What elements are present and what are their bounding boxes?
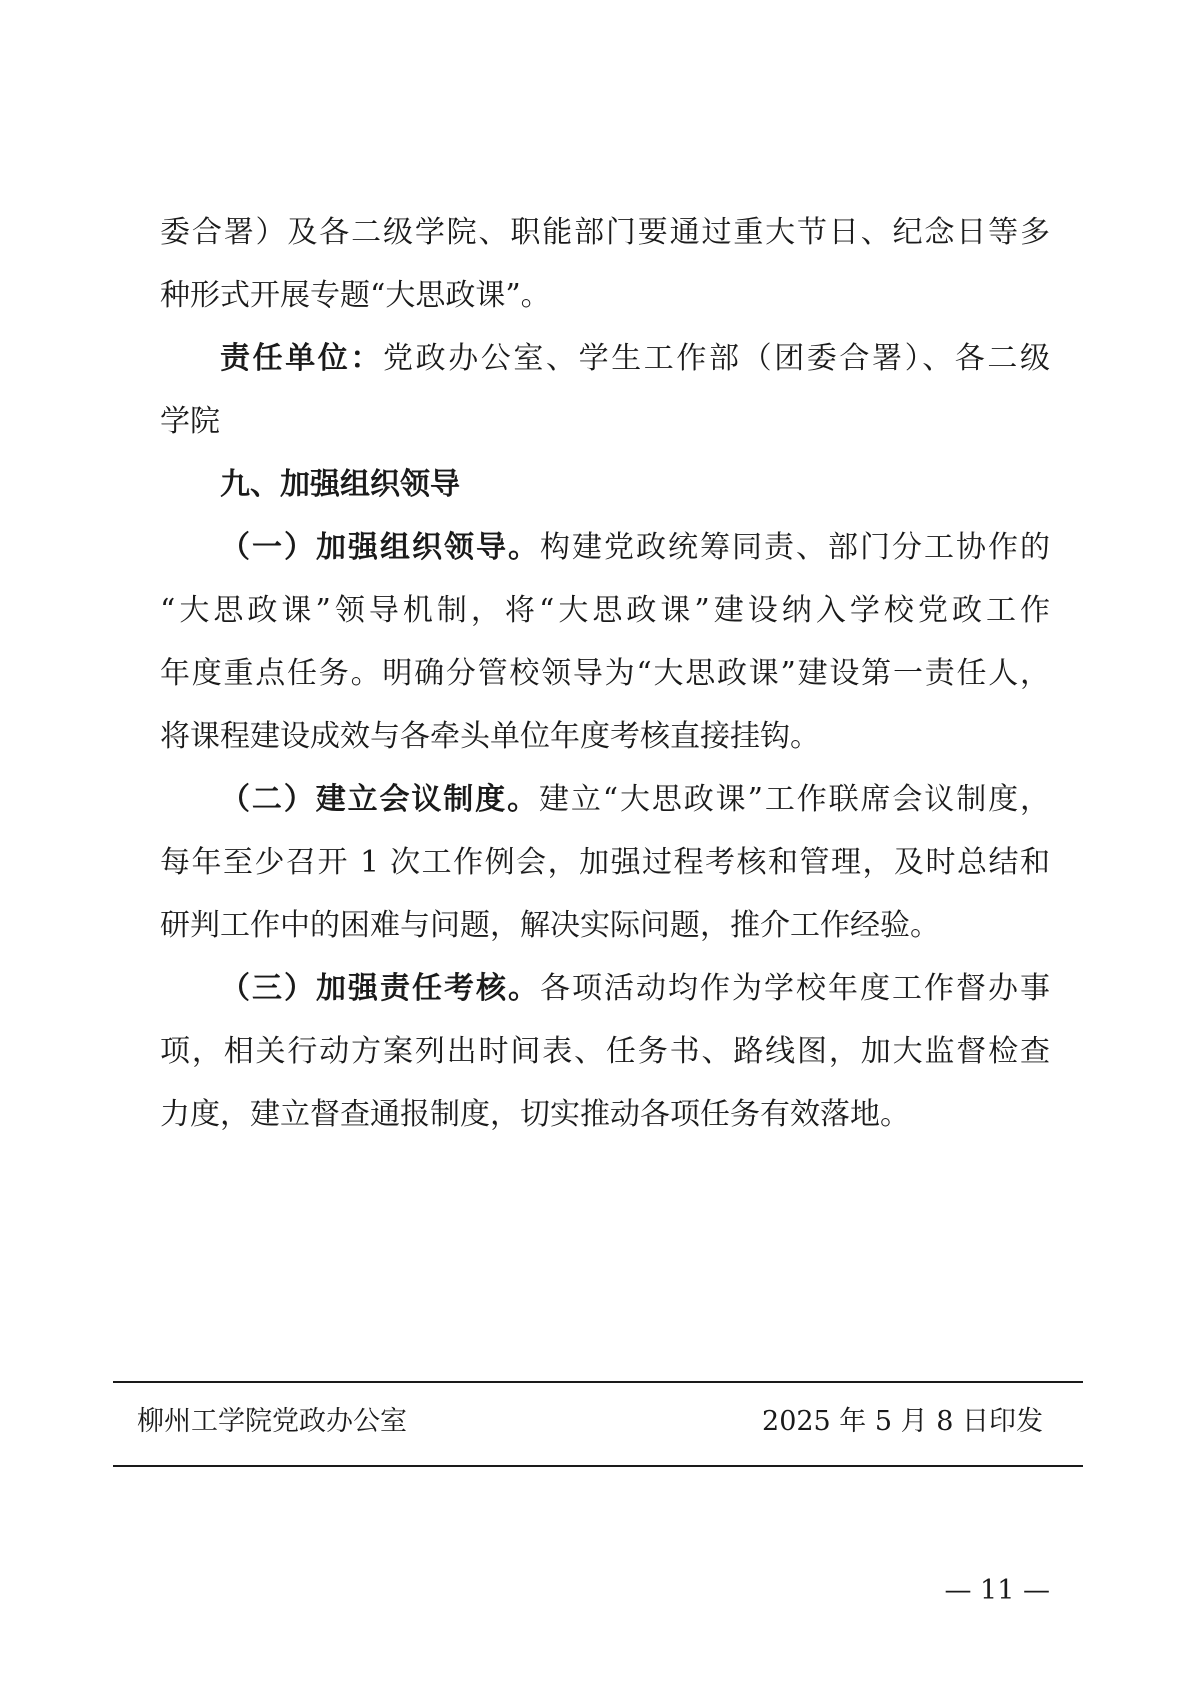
- item-2-text: 建立“大思政课”工作联席会议制度，: [538, 782, 1050, 817]
- paragraph-line: 年度重点任务。明确分管校领导为“大思政课”建设第一责任人，: [160, 656, 1050, 691]
- paragraph-line: “大思政课”领导机制，将“大思政课”建设纳入学校党政工作: [160, 593, 1050, 628]
- paragraph-line: 委合署）及各二级学院、职能部门要通过重大节日、纪念日等多: [160, 215, 1050, 250]
- item-2-heading: （二）建立会议制度。: [220, 782, 539, 817]
- item-2-line: [160, 782, 1050, 817]
- footer-bottom-rule: [113, 1465, 1083, 1467]
- paragraph-line: 种形式开展专题“大思政课”。: [160, 278, 551, 313]
- page-number: — 11 —: [944, 1575, 1050, 1606]
- responsibility-units: 党政办公室、学生工作部（团委合署）、各二级: [383, 341, 1050, 376]
- section-heading: 九、加强组织领导: [220, 467, 460, 502]
- paragraph-line: 研判工作中的困难与问题，解决实际问题，推介工作经验。: [160, 908, 940, 943]
- document-body: [160, 215, 1050, 1163]
- paragraph-line: 项，相关行动方案列出时间表、任务书、路线图，加大监督检查: [160, 1034, 1050, 1069]
- responsibility-label: 责任单位：: [220, 341, 383, 376]
- paragraph-line: 每年至少召开 1 次工作例会，加强过程考核和管理，及时总结和: [160, 845, 1050, 880]
- item-1-line: [160, 530, 1050, 565]
- footer-date: 2025 年 5 月 8 日印发: [762, 1406, 1043, 1437]
- item-3-heading: （三）加强责任考核。: [220, 971, 540, 1006]
- footer-issuer: 柳州工学院党政办公室: [137, 1406, 407, 1437]
- item-3-text: 各项活动均作为学校年度工作督办事: [540, 971, 1050, 1006]
- paragraph-line: 学院: [160, 404, 220, 439]
- paragraph-line: 力度，建立督查通报制度，切实推动各项任务有效落地。: [160, 1097, 910, 1132]
- item-1-text: 构建党政统筹同责、部门分工协作的: [540, 530, 1050, 565]
- item-3-line: [160, 971, 1050, 1006]
- footer-top-rule: [113, 1381, 1083, 1383]
- responsibility-line: [160, 341, 1050, 376]
- item-1-heading: （一）加强组织领导。: [220, 530, 540, 565]
- paragraph-line: 将课程建设成效与各牵头单位年度考核直接挂钩。: [160, 719, 820, 754]
